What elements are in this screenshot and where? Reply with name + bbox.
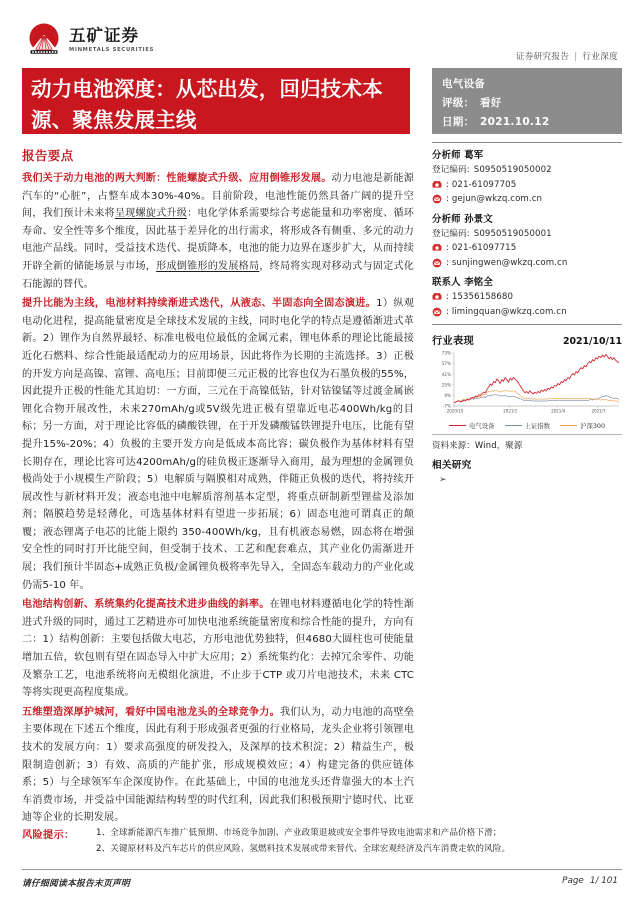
analyst-sidebar xyxy=(432,142,622,485)
svg-text:9%: 9% xyxy=(444,393,451,398)
chart-plot-area xyxy=(432,350,622,418)
contact-phone-row xyxy=(432,290,622,305)
paragraph-1-text-c: ，终局将实现对移动式与固定式化石能源的替代。 xyxy=(22,260,415,290)
telephone-icon xyxy=(432,243,442,253)
paragraph-4-text: 我们认为，动力电池的高壁垒主要体现在下述五个维度，因此有利于形成强者更强的行业格局，龙头企业将引领锂电技术的发展方向：1）要求高强度的研发投入，及深厚的技术积淀；2）精益生产，极限制造创新；3）有效、高质的产能扩张，形成规模效应；4）构建完备的供应链体系；5）与全球领军车企深度协作。在此基础上，中国的电池龙头还背靠强大的本土汽车消费市场，并受益中国能源结构转型的时代红利，因此我们积极预期宁德时代、比亚迪等企业的长期发展。 xyxy=(22,706,415,824)
paragraph-1-highlight: 我们关于动力电池的两大判断：性能螺旋式升级、应用倒锥形发展。 xyxy=(22,173,332,184)
analyst-2-email[interactable]: : sunjingwen@wkzq.com.cn xyxy=(446,257,568,268)
analyst-block-2 xyxy=(432,211,622,271)
risk-item-2: 2、关键原材料及汽车芯片的供应风险、氢燃料技术发展或带来替代、全球宏观经济及汽车消费走软的风险。 xyxy=(96,843,511,854)
sidebar-divider-source xyxy=(432,434,622,435)
analyst-1-phone-row xyxy=(432,178,622,193)
analyst-block-1 xyxy=(432,147,622,207)
paragraph-2-text: 1）纵观电动化进程，提高能量密度是全球技术发展的主线，同时电化学的特点是遵循渐进式革新。2）锂作为自然界最轻、标准电极电位最低的金属元素，锂电体系的理论比能最接近化石燃料、综合性能最适配动力的应用场景，因此将作为长期的主流选择。3）正极的开发方向是高镍、富锂、高电压；目前即便三元正极的比容也仅为石墨负极的55%，因此提升正极的性能尤其迫切：一方面，三元在于高镍低钴，针对钴镍锰等过渡金属嵌锂化合物开展改性，未来270mAh/g或5V级先进正极有望靠近电芯400Wh/kg的目标；另一方面，对于理论比容低的磷酸铁锂，在于开发磷酸锰铁锂提升电压，比能有望提升15%-20%；4）负极的主要开发方向是低成本高比容；碳负极作为基体材料有望长期存在，理论比容可达4200mAh/g的硅负极正逐渐导入商用，最为理想的金属锂负极尚处于小规模生产阶段；5）电解质与隔膜相对成熟，伴随正负极的迭代，将持续开展改性与新材料开发；液态电池中电解质溶剂基本定型，将重点研制新型锂盐及添加剂；隔膜趋势是轻薄化，可选基体材料有望进一步拓展；6）固态电池可谓真正的颠覆；液态锂离子电芯的比能上限约 350-400Wh/kg，且有机液态易燃，固态将在增强安全性的同时打开比能空间，但受制于技术、工艺和配套难点，其产业化仍需渐进开展；我们预计半固态+成熟正负极/金属锂负极将率先导入，全固态车载动力的产业化或仍需5-10 年。 xyxy=(22,298,414,591)
legend-label: 沪深300 xyxy=(580,422,606,430)
analyst-2-reg-label: 登记编码: xyxy=(432,228,470,239)
contact-block xyxy=(432,274,622,319)
legend-swatch xyxy=(560,425,577,427)
rating-label: 评级： xyxy=(442,97,475,109)
risk-item-1: 1、全球新能源汽车推广低预期、市场竞争加剧、产业政策退坡或安全事件导致电池需求和产品价格下滑； xyxy=(96,828,502,838)
date-value: 2021.10.12 xyxy=(480,116,550,128)
paragraph-2 xyxy=(22,295,414,594)
risk-items xyxy=(96,826,622,857)
analyst-1-email-row xyxy=(432,192,622,207)
industry-info-box xyxy=(432,68,622,134)
analyst-2-reg-value: S0950519050001 xyxy=(473,228,552,239)
analyst-2-phone: : 021-61097715 xyxy=(446,243,517,253)
company-logo xyxy=(26,22,154,58)
email-icon xyxy=(432,307,442,317)
telephone-icon xyxy=(432,180,442,190)
analyst-2-phone-row xyxy=(432,241,622,256)
chart-source: 资料来源：Wind，聚源 xyxy=(432,440,523,450)
contact-email-row xyxy=(432,305,622,320)
report-body xyxy=(22,146,414,829)
sidebar-divider-chart-top xyxy=(432,324,622,325)
industry-name: 电气设备 xyxy=(442,78,486,90)
page-label: Page xyxy=(562,876,584,886)
footer-disclaimer: 请仔细阅读本报告末页声明 xyxy=(22,879,130,889)
footer-divider xyxy=(22,869,622,870)
analyst-2-registration xyxy=(432,227,622,242)
chart-header xyxy=(432,332,622,347)
report-title-banner xyxy=(22,68,410,134)
page-title-line-2: 源、聚焦发展主线 xyxy=(31,108,197,132)
contact-phone: : 15356158680 xyxy=(446,292,514,302)
svg-text:57%: 57% xyxy=(441,361,451,367)
doc-type-label: 证券研究报告 xyxy=(515,52,570,62)
analyst-1-reg-value: S0950519050002 xyxy=(473,165,552,175)
page-title-line-1: 动力电池深度：从芯出发，回归技术本 xyxy=(31,77,383,101)
paragraph-2-highlight: 提升比能为主线，电池材料持续渐进式迭代，从液态、半固态向全固态演进。 xyxy=(22,298,377,310)
related-research-bullet-icon: ➢ xyxy=(439,475,447,485)
paragraph-1-text-a: 动力电池是新能源汽车的“心脏”，占整车成本30%-40%。目前阶段，电池性能仍然具备广阔的提升空间，我们预计未来将 xyxy=(22,173,414,220)
svg-text:-7%: -7% xyxy=(442,403,451,409)
rating-row xyxy=(442,94,612,113)
paragraph-1-underline-2: 形成倒锥形的发展格局 xyxy=(156,260,260,272)
telephone-icon xyxy=(432,292,442,302)
contact-name: 联系人 李铭全 xyxy=(432,277,493,288)
email-icon xyxy=(432,194,442,204)
legend-label: 电气设备 xyxy=(468,422,495,430)
svg-text:2021/1: 2021/1 xyxy=(503,408,518,414)
analyst-1-email[interactable]: : gejun@wkzq.com.cn xyxy=(446,194,543,204)
footer-page-number xyxy=(562,876,618,886)
paragraph-3-highlight: 电池结构创新、系统集约化提高技术进步曲线的斜率。 xyxy=(22,599,270,611)
email-icon xyxy=(432,258,442,268)
risk-label: 风险提示： xyxy=(22,830,75,841)
paragraph-3-text: 在锂电材料遵循电化学的特性渐进式升级的同时，通过工艺精进亦可加快电池系统能量密度和综合性能的提升，方向有二：1）结构创新：主要包括做大电芯，方形电池优势独特，但4680大圆柱也可使能量增加五倍，软包则有望在固态导入中扩大应用；2）系统集约化：去掉冗余零件、功能及繁杂工艺，电池系统将向无模组化演进，不止步于CTP 或刀片电池技术，未来 CTC 等将实现更高程度集成。 xyxy=(22,599,414,699)
chart-legend xyxy=(432,421,622,430)
analyst-1-reg-label: 登记编码: xyxy=(432,165,470,175)
legend-label: 上证指数 xyxy=(524,422,551,430)
header-separator: | xyxy=(574,52,578,62)
svg-text:73%: 73% xyxy=(441,350,451,356)
chart-date: 2021/10/11 xyxy=(562,336,622,347)
analyst-1-name: 分析师 葛军 xyxy=(432,150,484,161)
paragraph-1 xyxy=(22,170,414,293)
logo-text-en: MINMETALS SECURITIES xyxy=(69,46,155,53)
legend-swatch xyxy=(449,425,466,427)
related-research-title: 相关研究 xyxy=(432,460,472,471)
logo-text-cn: 五矿证券 xyxy=(69,26,139,46)
analyst-2-email-row xyxy=(432,256,622,271)
date-row xyxy=(442,113,612,132)
page-value: 1/ 101 xyxy=(589,876,618,886)
svg-text:25%: 25% xyxy=(441,382,451,388)
date-label: 日期： xyxy=(442,116,475,128)
header-doc-meta xyxy=(516,50,618,62)
paragraph-1-underline-1: 呈现螺旋式升级 xyxy=(114,208,188,220)
contact-email[interactable]: : limingquan@wkzq.com.cn xyxy=(446,306,567,317)
paragraph-4-highlight: 五维塑造深厚护城河，看好中国电池龙头的全球竞争力。 xyxy=(22,706,280,718)
legend-item-1 xyxy=(449,421,495,430)
paragraph-1-text-b: ：电化学体系需要综合考虑能量和功率密度、循环寿命、安全性等多个维度，因此基于差异化的出行需求，将形成各有侧重、多元的动力电池产品线。同时，受益技术迭代、提质降本，电池的能力边界在逐步扩大，从而持续开辟全新的储能场景与市场， xyxy=(22,208,414,272)
svg-text:2020/10: 2020/10 xyxy=(446,408,464,414)
svg-text:41%: 41% xyxy=(441,371,451,377)
svg-text:2021/4: 2021/4 xyxy=(551,408,566,414)
legend-item-2 xyxy=(505,421,551,430)
legend-swatch xyxy=(505,425,522,427)
sidebar-divider-top xyxy=(432,142,622,143)
section-title-report-points: 报告要点 xyxy=(22,148,74,163)
page-header xyxy=(0,0,640,72)
rating-value: 看好 xyxy=(480,97,502,109)
doc-category-label: 行业深度 xyxy=(582,52,618,62)
risk-warning-section xyxy=(22,826,622,857)
legend-item-3 xyxy=(560,421,605,430)
paragraph-3 xyxy=(22,596,414,702)
svg-text:2021/7: 2021/7 xyxy=(591,408,606,414)
minmetals-logo-icon xyxy=(26,22,62,58)
chart-title: 行业表现 xyxy=(432,336,474,347)
analyst-1-phone: : 021-61097705 xyxy=(446,179,517,190)
paragraph-4 xyxy=(22,704,414,827)
analyst-2-name: 分析师 孙景文 xyxy=(432,213,493,225)
industry-performance-chart xyxy=(432,332,622,430)
analyst-1-registration xyxy=(432,163,622,178)
